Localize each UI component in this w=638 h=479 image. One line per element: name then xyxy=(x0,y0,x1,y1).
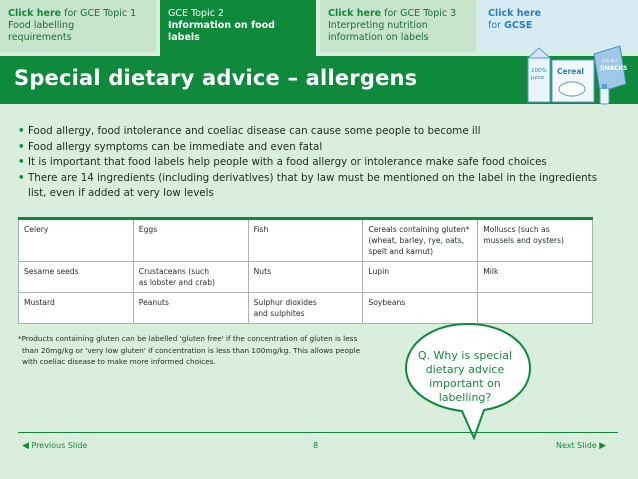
table-cell: Molluscs (such as mussels and oysters) xyxy=(478,219,593,262)
table-cell: Milk xyxy=(478,262,593,293)
tab-topic: for GCE Topic 3 xyxy=(381,8,457,19)
tab-line: information on labels xyxy=(328,32,429,43)
tab-line: Information on food labels xyxy=(168,20,275,43)
tab-gce-topic-3[interactable] xyxy=(320,0,476,52)
table-cell: Peanuts xyxy=(133,293,248,324)
next-slide-label: Next Slide xyxy=(556,441,597,450)
question-line: dietary advice xyxy=(425,363,505,376)
gluten-footnote xyxy=(18,333,378,368)
table-row xyxy=(19,219,593,262)
previous-slide-link[interactable] xyxy=(22,441,87,451)
footer-divider xyxy=(18,432,618,433)
table-cell: Lupin xyxy=(363,262,478,293)
table-cell: Mustard xyxy=(19,293,134,324)
food-packaging-illustration xyxy=(520,44,630,110)
cereal-box-icon xyxy=(552,60,594,102)
key-points-list xyxy=(18,124,608,202)
table-cell: Cereals containing gluten* (wheat, barley, rye, oats, spelt and kamut) xyxy=(363,219,478,262)
tab-topic: for xyxy=(488,20,505,31)
bullet-item: • It is important that food labels help people with a food allergy or intolerance make safe food choices xyxy=(18,155,608,171)
bullet-item: • Food allergy, food intolerance and coeliac disease can cause some people to become ill xyxy=(18,124,608,140)
previous-slide-label: Previous Slide xyxy=(31,441,88,450)
footnote-line: with coeliac disease to make more informed choices. xyxy=(22,357,216,366)
question-line: Q. Why is special xyxy=(417,349,513,362)
tab-gcse-label: GCSE xyxy=(504,20,533,31)
tab-line: requirements xyxy=(8,32,72,43)
carton-label: 100% xyxy=(531,68,547,74)
table-cell: Crustaceans (such as lobster and crab) xyxy=(133,262,248,293)
bullet-item: • Food allergy symptoms can be immediate and even fatal xyxy=(18,140,608,156)
snack-label: SNACKS xyxy=(600,65,628,72)
snack-label: Lite bar xyxy=(602,58,618,63)
chevron-right-icon: ▶ xyxy=(599,441,607,451)
table-cell: Sesame seeds xyxy=(19,262,134,293)
table-row xyxy=(19,262,593,293)
tab-line: Interpreting nutrition xyxy=(328,20,428,31)
page-title: Special dietary advice – allergens xyxy=(14,66,418,90)
table-cell: Nuts xyxy=(248,262,363,293)
tab-topic: GCE Topic 2 xyxy=(168,8,224,19)
tab-lead: Click here xyxy=(328,8,382,19)
table-cell: Sulphur dioxides and sulphites xyxy=(248,293,363,324)
tab-lead: Click here xyxy=(8,8,62,19)
table-cell: Eggs xyxy=(133,219,248,262)
bullet-item: • There are 14 ingredients (including derivatives) that by law must be mentioned on the label in the ingredients list, even if added at very low levels xyxy=(18,171,608,202)
footnote-line: than 20mg/kg or 'very low gluten' if concentration is less than 100mg/kg. This allows people xyxy=(22,345,361,355)
juice-carton-icon xyxy=(528,48,550,102)
cereal-label: Cereal xyxy=(557,67,585,76)
table-cell: Soybeans xyxy=(363,293,478,324)
snack-bag-icon xyxy=(594,46,627,92)
question-line: labelling? xyxy=(438,391,492,404)
tab-gce-topic-1[interactable] xyxy=(0,0,156,52)
question-prompt xyxy=(410,349,520,405)
chevron-left-icon: ◀ xyxy=(22,441,29,451)
page-number: 8 xyxy=(313,441,319,450)
next-slide-link[interactable] xyxy=(556,441,606,451)
table-cell: Celery xyxy=(19,219,134,262)
allergens-table xyxy=(18,217,593,324)
footnote-line: *Products containing gluten can be labelled 'gluten free' if the concentration of gluten is less xyxy=(18,334,358,343)
tab-lead: Click here xyxy=(488,8,542,19)
tab-line: Food labelling xyxy=(8,20,75,31)
tab-topic: for GCE Topic 1 xyxy=(61,8,137,19)
carton-label: Juice xyxy=(531,75,545,81)
question-line: important on xyxy=(429,377,501,390)
table-cell: Fish xyxy=(248,219,363,262)
tab-gce-topic-2[interactable] xyxy=(160,0,316,56)
